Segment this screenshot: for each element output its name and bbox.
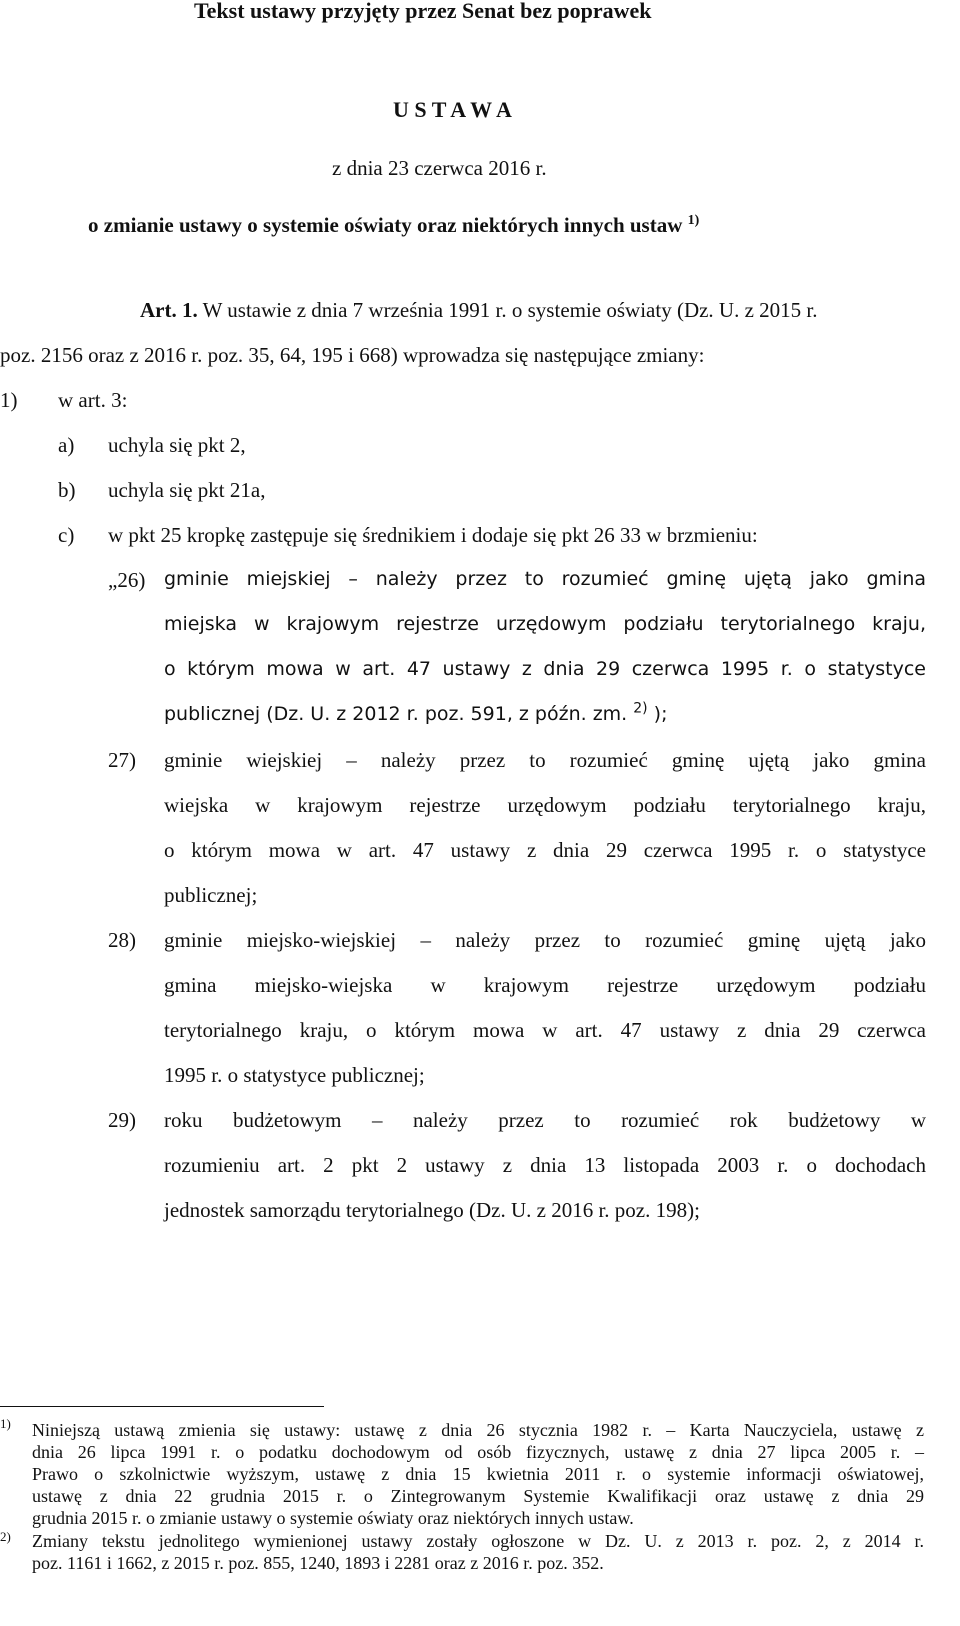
def27-num: 27) (108, 748, 136, 772)
def28-num: 28) (108, 928, 136, 952)
footnote-1-line3: Prawo o szkolnictwie wyższym, ustawę z dnia 15 kwietnia 2011 r. o systemie informacji oświatowej, (32, 1464, 924, 1484)
def29-line3: jednostek samorządu terytorialnego (Dz. U. z 2016 r. poz. 198); (164, 1198, 700, 1222)
art1-text: W ustawie z dnia 7 września 1991 r. o systemie oświaty (Dz. U. z 2015 r. (202, 298, 818, 322)
point1-num: 1) (0, 388, 18, 412)
def26-line4-text: publicznej (Dz. U. z 2012 r. poz. 591, z późn. zm. (164, 703, 628, 725)
act-subject-text: o zmianie ustawy o systemie oświaty oraz niektórych innych ustaw (88, 213, 683, 237)
footnote-1-line5: grudnia 2015 r. o zmianie ustawy o systemie oświaty oraz niektórych innych ustaw. (32, 1508, 634, 1528)
footnote-2-line2: poz. 1161 i 1662, z 2015 r. poz. 855, 1240, 1893 i 2281 oraz z 2016 r. poz. 352. (32, 1553, 604, 1573)
def27-line1: gminie wiejskiej – należy przez to rozumieć gminę ujętą jako gmina (164, 748, 926, 772)
footnote-2-line1: Zmiany tekstu jednolitego wymienionej ustawy zostały ogłoszone w Dz. U. z 2013 r. poz. 2, z 2014 r. (32, 1531, 924, 1551)
art1-line1 (140, 298, 818, 323)
item-a-letter: a) (58, 433, 75, 457)
footnote-1-line2: dnia 26 lipca 1991 r. o podatku dochodowym od osób fizycznych, ustawę z dnia 27 lipca 2005 r. – (32, 1442, 924, 1462)
footnote-1-line1: Niniejszą ustawą zmienia się ustawy: ustawę z dnia 26 stycznia 1982 r. – Karta Nauczyciela, ustawę z (32, 1420, 924, 1440)
art1-line2: poz. 2156 oraz z 2016 r. poz. 35, 64, 195 i 668) wprowadza się następujące zmiany: (0, 343, 705, 367)
def26-line4-end: ); (647, 703, 668, 725)
item-b-text: uchyla się pkt 21a, (108, 478, 266, 502)
def28-line2: gmina miejsko-wiejska w krajowym rejestrze urzędowym podziału (164, 973, 926, 997)
footnote-1-line4: ustawę z dnia 22 grudnia 2015 r. o Zintegrowanym Systemie Kwalifikacji oraz ustawę z dnia 29 (32, 1486, 924, 1506)
art1-label: Art. 1. (140, 298, 198, 322)
def27-line3: o którym mowa w art. 47 ustawy z dnia 29 czerwca 1995 r. o statystyce (164, 838, 926, 862)
def28-line1: gminie miejsko-wiejskiej – należy przez to rozumieć gminę ujętą jako (164, 928, 926, 952)
def29-line1: roku budżetowym – należy przez to rozumieć rok budżetowy w (164, 1108, 926, 1132)
footnote-2 (32, 1530, 924, 1574)
footnote-1 (32, 1419, 924, 1529)
act-subject (88, 213, 699, 238)
footnote-1-num: 1) (0, 1416, 11, 1431)
item-b-letter: b) (58, 478, 76, 502)
def26-line4 (164, 700, 668, 725)
footnote-separator (0, 1406, 324, 1407)
def26-line1: gminie miejskiej – należy przez to rozumieć gminę ujętą jako gmina (164, 568, 926, 590)
def29-line2: rozumieniu art. 2 pkt 2 ustawy z dnia 13 listopada 2003 r. o dochodach (164, 1153, 926, 1177)
footnote-ref-1[interactable]: 1) (687, 213, 700, 228)
item-c-letter: c) (58, 523, 75, 547)
act-date: z dnia 23 czerwca 2016 r. (332, 156, 547, 180)
def28-line3: terytorialnego kraju, o którym mowa w art. 47 ustawy z dnia 29 czerwca (164, 1018, 926, 1042)
footnote-2-num: 2) (0, 1529, 11, 1544)
def28-line4: 1995 r. o statystyce publicznej; (164, 1063, 425, 1087)
def27-line2: wiejska w krajowym rejestrze urzędowym podziału terytorialnego kraju, (164, 793, 926, 817)
act-type: U S T A W A (393, 97, 512, 122)
def26-num: „26) (108, 568, 146, 592)
item-a-text: uchyla się pkt 2, (108, 433, 246, 457)
footnote-ref-2[interactable]: 2) (633, 700, 648, 717)
def29-num: 29) (108, 1108, 136, 1132)
def27-line4: publicznej; (164, 883, 258, 907)
page-title: Tekst ustawy przyjęty przez Senat bez poprawek (194, 0, 652, 23)
def26-line2: miejska w krajowym rejestrze urzędowym podziału terytorialnego kraju, (164, 613, 926, 635)
point1-text: w art. 3: (58, 388, 128, 412)
item-c-text: w pkt 25 kropkę zastępuje się średnikiem i dodaje się pkt 26 33 w brzmieniu: (108, 523, 758, 547)
def26-line3: o którym mowa w art. 47 ustawy z dnia 29 czerwca 1995 r. o statystyce (164, 658, 926, 680)
